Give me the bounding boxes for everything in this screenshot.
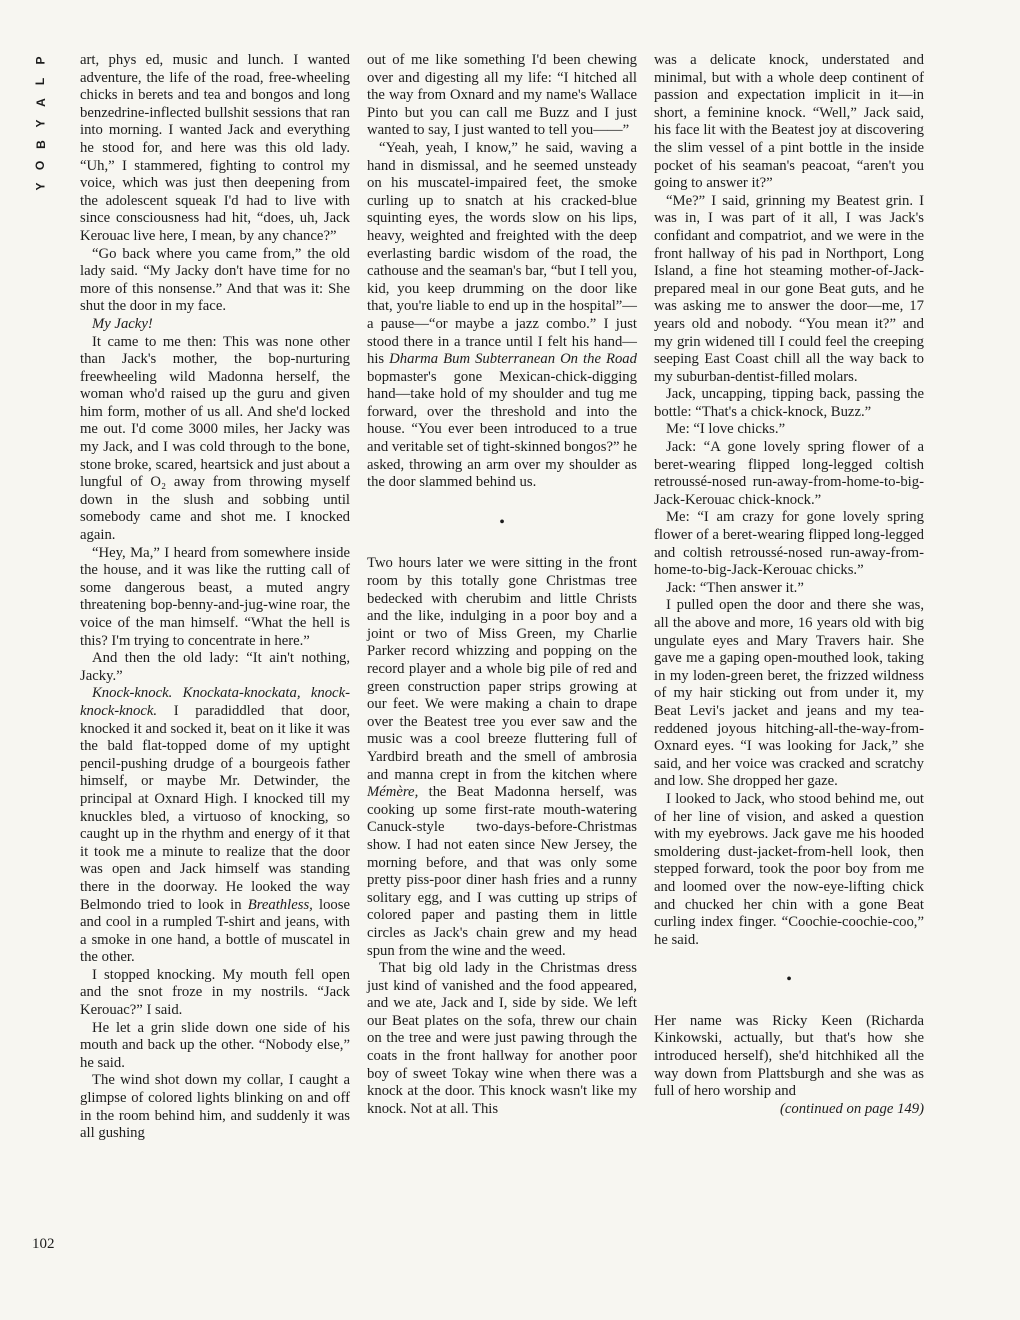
paragraph bbox=[80, 685, 350, 967]
continued-note: (continued on page 149) bbox=[780, 1100, 924, 1117]
column-3-section-b bbox=[654, 1013, 924, 1101]
italic-title: Mémère, bbox=[367, 784, 419, 801]
masthead-letter: Y bbox=[33, 182, 48, 191]
paragraph bbox=[654, 193, 924, 387]
masthead-letter: A bbox=[33, 98, 48, 107]
paragraph bbox=[80, 1072, 350, 1142]
text-column-3 bbox=[654, 52, 924, 1118]
paragraph-text: My Jacky! bbox=[92, 315, 153, 332]
paragraph-text: I paradiddled that door, knocked it and socked it, beat on it like it was the bald flat-topped dome of my uptight pencil-pushing drudge of a bourgeois father himself, or maybe Mr. Detwinder, the principal at Oxnard High. I knocked till my knuckles bled, a virtuoso of knocking, so caught up in the rhythm and energy of it that it took me a minute to realize that the door was open and Jack himself was standing there in the doorway. He looked the way Belmondo tried to look in bbox=[80, 702, 350, 913]
paragraph-text: Me: “I love chicks.” bbox=[666, 421, 786, 438]
paragraph-text: out of me like something I'd been chewing over and digesting all my life: “I hitched all the way from Oxnard and my name's Wallace Pinto but you can call me Buzz and I just wanted to say, I just wanted to tell you——” bbox=[367, 52, 637, 139]
paragraph bbox=[654, 52, 924, 193]
paragraph-text: Two hours later we were sitting in the front room by this totally gone Christmas tree bedecked with cherubim and little Christs and the like, indulging in a poor boy and a joint or two of Miss Green, my Charlie Parker record whizzing and popping on the record player and a whole big pile of red and green construction paper strips growing at our feet. We were making a chain to drape over the Beatest tree you ever saw and the music was a cool breeze fluttering full of Yardbird breath and the smell of ambrosia and manna crept in from the kitchen where bbox=[367, 555, 637, 783]
paragraph bbox=[367, 960, 637, 1118]
masthead-letter: B bbox=[33, 140, 48, 149]
italic-lead: Knock-knock. Knockata-knockata, knock-knock-knock. bbox=[80, 685, 350, 719]
column-2-section-a bbox=[367, 52, 637, 492]
masthead-vertical bbox=[30, 50, 52, 197]
paragraph-text: was a delicate knock, understated and minimal, but with a whole deep continent of passion and expectation implicit in it—in short, a feminine knock. “Well,” Jack said, his face lit with the Beatest joy at discovering the slim vessel of a pint bottle in the inside pocket of his seaman's peacoat, “aren't you going to answer it?” bbox=[654, 52, 924, 192]
paragraph-text-tail: bopmaster's gone Mexican-chick-digging hand—take hold of my shoulder and tug me forward, over the threshold and into the house. “You ever been introduced to a true and veritable set of tight-skinned bongos?” he asked, throwing an arm over my shoulder as the door slammed behind us. bbox=[367, 368, 638, 491]
paragraph-text: I pulled open the door and there she was, all the above and more, 16 years old with big ungulate eyes and Mary Travers hair. She gave me a gaping open-mouthed look, taking in my loden-green beret, the frizzed wildness of my hair sticking out from under it, my Beat Levi's jacket and jeans and my tea-reddened joyous hitching-all-the-way-from-Oxnard eyes. “I was looking for Jack,” she said, and her voice was cracked and scratchy and low. She dropped her gaze. bbox=[654, 597, 924, 790]
paragraph bbox=[80, 334, 350, 545]
paragraph-text: He let a grin slide down one side of his mouth and back up the other. “Nobody else,” he said. bbox=[80, 1019, 350, 1071]
text-column-2 bbox=[367, 52, 637, 1118]
section-break-bullet: • bbox=[786, 971, 792, 989]
paragraph bbox=[654, 791, 924, 949]
paragraph-text: “Me?” I said, grinning my Beatest grin. I was in, I was part of it all, I was Jack's confidant and compatriot, and we were in the front hallway of his pad in Northport, Long Island, a fine hot steaming mother-of-Jack-prepared meal in our gone Beat guts, and he was asking me to answer the door—me, 17 years old and nobody. “You mean it?” and my grin widened till I could feel the creeping seeping East Coast chill all the way back to my suburban-dentist-filled molars. bbox=[654, 192, 924, 385]
paragraph bbox=[654, 1013, 924, 1101]
page-number: 102 bbox=[32, 1236, 55, 1252]
paragraph bbox=[367, 555, 637, 960]
paragraph-text: It came to me then: This was none other than Jack's mother, the bop-nurturing freewheeling wild Madonna herself, the woman who'd raised up the guru and given him form, mother of us all. And she'd locked me out. I'd come 3000 miles, her Jacky was my Jack, and I was cold through to the bone, stone broke, scared, heartsick and just about a lungful of O₂ away from throwing myself down in the slush and sobbing until somebody came and shot me. I knocked again. bbox=[80, 333, 350, 544]
paragraph-text: Jack, uncapping, tipping back, passing the bottle: “That's a chick-knock, Buzz.” bbox=[654, 386, 924, 420]
paragraph-text-tail: the Beat Madonna herself, was cooking up some first-rate mouth-watering Canuck-style two-days-before-Christmas show. I had not eaten since New Jersey, the morning before, and that was only some pretty piss-poor diner hash fries and a runny solitary egg, and I was cutting up strips of colored paper and pasting them in little circles as Jack's chain grew and my head spun from the wine and the weed. bbox=[367, 784, 637, 959]
paragraph-text: Me: “I am crazy for gone lovely spring flower of a beret-wearing flipped long-legged and coltish retroussé-nosed run-away-from-home-to-big-Jack-Kerouac chicks.” bbox=[654, 509, 924, 579]
paragraph bbox=[654, 421, 924, 439]
paragraph bbox=[80, 316, 350, 334]
paragraph-text: art, phys ed, music and lunch. I wanted adventure, the life of the road, free-wheeling chicks in berets and tea and bongos and long benzedrine-inflected bullshit sessions that ran into morning. I wanted Jack and everything he stood for, and here was this old lady. “Uh,” I stammered, fighting to control my voice, which was just then deepening from the adolescent squeak I'd had to live with since consciousness had hit, “does, uh, Jack Kerouac live here, I mean, by any chance?” bbox=[80, 52, 350, 244]
paragraph-text: And then the old lady: “It ain't nothing, Jacky.” bbox=[80, 650, 350, 684]
italic-title: Breathless, bbox=[247, 896, 313, 913]
column-2-section-b bbox=[367, 555, 637, 1118]
paragraph bbox=[80, 1020, 350, 1073]
paragraph bbox=[654, 597, 924, 791]
masthead-letter: Y bbox=[33, 119, 48, 128]
paragraph-text: “Yeah, yeah, I know,” he said, waving a hand in dismissal, and he seemed unsteady on his muscatel-impaired feet, the smoke curling up to snatch at his cracked-blue squinting eyes, the words slow on his lips, heavy, weighted and freighted with the deep everlasting bardic wisdom of the road, the cathouse and the seaman's bar, “but I tell you, kid, you keep drumming on the door like that, you're liable to end up in the hospital”—a pause—“or maybe a jazz combo.” I just stood there in a trance until I felt his hand—his bbox=[367, 139, 637, 368]
paragraph bbox=[80, 967, 350, 1020]
text-column-1 bbox=[80, 52, 350, 1143]
paragraph bbox=[654, 386, 924, 421]
paragraph-text: Jack: “A gone lovely spring flower of a beret-wearing flipped long-legged coltish retroussé-nosed run-away-from-home-to-big-Jack-Kerouac chick-knock.” bbox=[654, 439, 924, 508]
paragraph-text: I looked to Jack, who stood behind me, out of her line of vision, and asked a question with my eyebrows. Jack gave me his hooded smoldering dust-jacket-from-hell look, then stepped forward, took the poor boy from me and loomed over the now-eye-lifting chick and chucked her chin with a gone Beat curling index finger. “Coochie-coochie-coo,” he said. bbox=[654, 790, 924, 948]
paragraph-text: Jack: “Then answer it.” bbox=[666, 579, 804, 596]
masthead-letter: O bbox=[33, 160, 48, 171]
italic-title: Dharma Bum Subterranean On the Road bbox=[389, 351, 637, 368]
paragraph-text: Her name was Ricky Keen (Richarda Kinkowski, actually, but that's how she introduced herself), she'd hitchhiked all the way down from Plattsburgh and she was as full of hero worship and bbox=[654, 1012, 924, 1100]
paragraph bbox=[654, 580, 924, 598]
paragraph bbox=[80, 650, 350, 685]
paragraph-text: That big old lady in the Christmas dress just kind of vanished and the food appeared, and we ate, Jack and I, side by side. We left our Beat plates on the sofa, threw our chain on the tree and were just pawing through the coats in the front hallway for another poor boy of sweet Tokay wine when there was a knock at the door. This knock wasn't like my knock. Not at all. This bbox=[367, 960, 637, 1117]
paragraph-text: “Go back where you came from,” the old lady said. “My Jacky don't have time for no more of this nonsense.” And that was it: She shut the door in my face. bbox=[80, 245, 350, 315]
masthead-letter: L bbox=[33, 77, 48, 86]
paragraph-text-tail: loose and cool in a rumpled T-shirt and jeans, with a smoke in one hand, a bottle of muscatel in the other. bbox=[80, 896, 350, 966]
paragraph-text: The wind shot down my collar, I caught a glimpse of colored lights blinking on and off in the room behind him, and suddenly it was all gushing bbox=[80, 1072, 350, 1142]
paragraph bbox=[654, 439, 924, 509]
paragraph-text: “Hey, Ma,” I heard from somewhere inside the house, and it was like the rutting call of some dangerous beast, a muted angry threatening bop-benny-and-jug-wine roar, the voice of the man himself. “What the hell is this? I'm trying to concentrate in here.” bbox=[80, 544, 350, 649]
paragraph bbox=[80, 52, 350, 246]
paragraph bbox=[80, 545, 350, 651]
paragraph bbox=[654, 509, 924, 579]
paragraph-text: I stopped knocking. My mouth fell open and the snot froze in my nostrils. “Jack Kerouac?” I said. bbox=[80, 966, 350, 1019]
paragraph bbox=[367, 140, 637, 492]
paragraph bbox=[80, 246, 350, 316]
column-3-section-a bbox=[654, 52, 924, 949]
masthead-letter: P bbox=[33, 56, 48, 65]
section-break-bullet: • bbox=[499, 513, 505, 531]
paragraph bbox=[367, 52, 637, 140]
